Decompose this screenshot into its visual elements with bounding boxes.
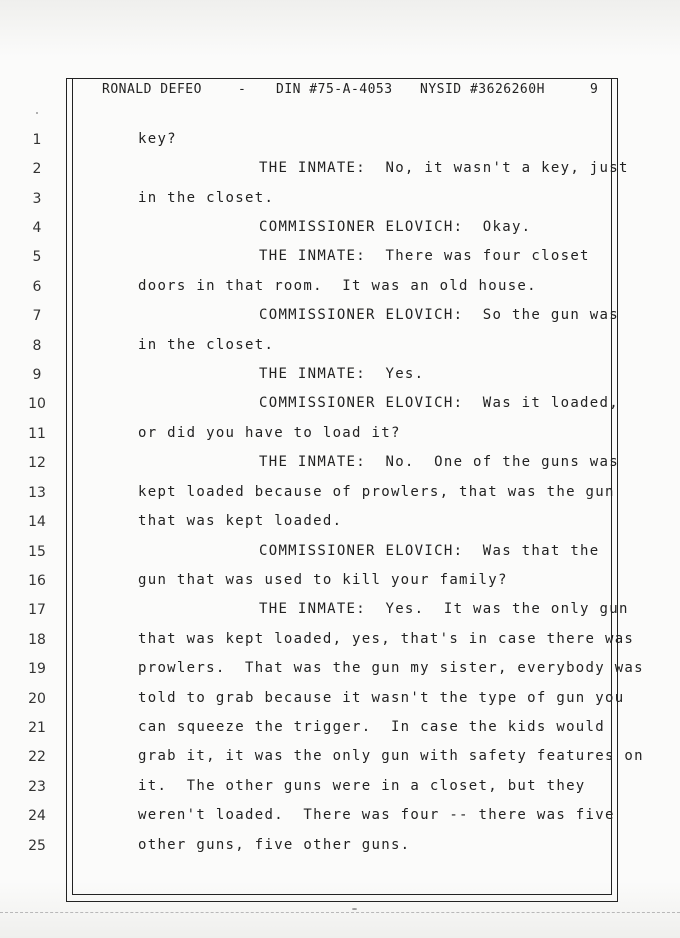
line-number: 23: [28, 779, 46, 795]
transcript-line: THE INMATE: Yes. It was the only gun: [259, 601, 629, 617]
line-number: 17: [28, 602, 46, 618]
line-number: 22: [28, 749, 46, 765]
transcript-line: in the closet.: [138, 190, 275, 206]
transcript-line: key?: [138, 131, 177, 147]
bottom-rule: [0, 912, 680, 914]
transcript-line: in the closet.: [138, 337, 275, 353]
transcript-line: COMMISSIONER ELOVICH: Okay.: [259, 219, 532, 235]
line-number: 16: [28, 573, 46, 589]
page-header: [0, 82, 680, 100]
line-number: 6: [32, 279, 42, 295]
transcript-line: THE INMATE: No, it wasn't a key, just: [259, 160, 629, 176]
transcript-line: prowlers. That was the gun my sister, everybody was: [138, 660, 644, 676]
line-number: 13: [28, 485, 46, 501]
transcript-line: doors in that room. It was an old house.: [138, 278, 537, 294]
line-number: 11: [28, 426, 46, 442]
transcript-line: THE INMATE: No. One of the guns was: [259, 454, 619, 470]
transcript-line: THE INMATE: There was four closet: [259, 248, 590, 264]
transcript-line: that was kept loaded.: [138, 513, 343, 529]
line-number: 25: [28, 838, 46, 854]
speck: [36, 112, 38, 114]
header-nysid: NYSID #3626260H: [420, 82, 545, 97]
header-name: RONALD DEFEO: [102, 82, 202, 97]
line-number: 15: [28, 544, 46, 560]
transcript-line: THE INMATE: Yes.: [259, 366, 425, 382]
line-number: 3: [32, 191, 42, 207]
transcript-line: COMMISSIONER ELOVICH: Was that the: [259, 543, 600, 559]
transcript-line: can squeeze the trigger. In case the kids would: [138, 719, 605, 735]
line-number: 5: [32, 249, 42, 265]
line-number: 18: [28, 632, 46, 648]
line-number: 10: [28, 396, 46, 412]
line-number: 12: [28, 455, 46, 471]
line-number: 14: [28, 514, 46, 530]
line-number: 7: [32, 308, 42, 324]
transcript-line: grab it, it was the only gun with safety features on: [138, 748, 644, 764]
header-din: DIN #75-A-4053: [276, 82, 393, 97]
transcript-line: COMMISSIONER ELOVICH: So the gun was: [259, 307, 619, 323]
transcript-line: it. The other guns were in a closet, but they: [138, 778, 586, 794]
transcript-line: that was kept loaded, yes, that's in case there was: [138, 631, 635, 647]
header-page-number: 9: [590, 82, 599, 97]
line-number: 9: [32, 367, 42, 383]
line-number: 21: [28, 720, 46, 736]
line-number: 4: [32, 220, 42, 236]
transcript-line: gun that was used to kill your family?: [138, 572, 508, 588]
transcript-line: weren't loaded. There was four -- there was five: [138, 807, 615, 823]
transcript-line: other guns, five other guns.: [138, 837, 411, 853]
transcript-line: or did you have to load it?: [138, 425, 401, 441]
transcript-line: COMMISSIONER ELOVICH: Was it loaded,: [259, 395, 619, 411]
speck: [352, 908, 357, 910]
header-dash: -: [238, 82, 247, 97]
transcript-line: told to grab because it wasn't the type of gun you: [138, 690, 625, 706]
line-number: 24: [28, 808, 46, 824]
line-number: 19: [28, 661, 46, 677]
line-number: 8: [32, 338, 42, 354]
line-number: 20: [28, 691, 46, 707]
line-number: 1: [32, 132, 42, 148]
transcript-line: kept loaded because of prowlers, that was the gun: [138, 484, 615, 500]
line-number: 2: [32, 161, 42, 177]
